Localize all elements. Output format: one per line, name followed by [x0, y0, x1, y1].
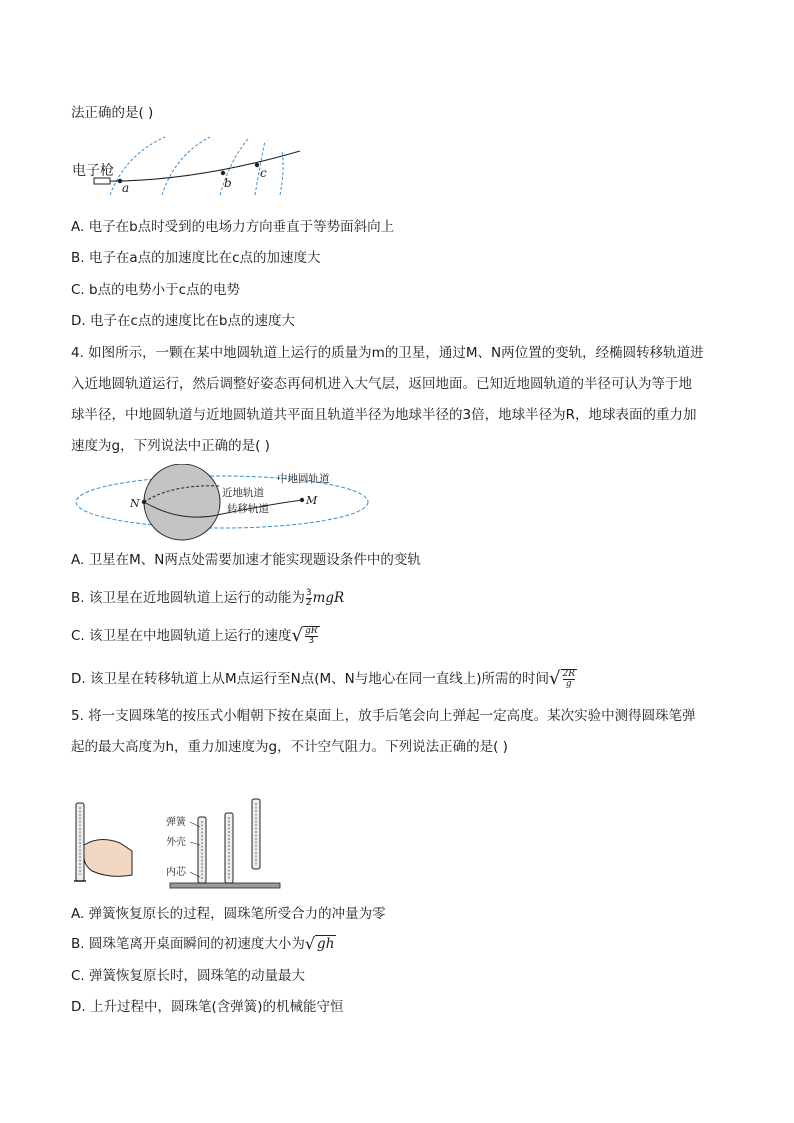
- q5-option-a: A. 弹簧恢复原长的过程，圆珠笔所受合力的冲量为零: [71, 906, 386, 922]
- q4-option-d-sqrt-fraction: $\frac{2R}{g}$: [562, 669, 576, 689]
- q4-option-d: D. 该卫星在转移轨道上从M点运行至N点(M、N与地心在同一直线上)所需的时间: [71, 671, 550, 687]
- q5-stem-line-2: 起的最大高度为h，重力加速度为g，不计空气阻力。下列说法正确的是( ): [71, 739, 508, 755]
- sqrt-icon: √: [304, 934, 316, 953]
- q4-option-b-row: [71, 588, 344, 608]
- q3-point-b-marker: [221, 171, 225, 175]
- q5-figure-pens: [70, 795, 290, 895]
- q4-option-a: A. 卫星在M、N两点处需要加速才能实现题设条件中的变轨: [71, 552, 421, 568]
- q4-option-b-fraction: $\frac{3}{2}$: [305, 587, 312, 608]
- q5-stem-line-1: 5. 将一支圆珠笔的按压式小帽朝下按在桌面上，放手后笔会向上弹起一定高度。某次实验中测得圆珠笔弹: [71, 708, 696, 724]
- q4-stem-line-1: 4. 如图所示，一颗在某中地圆轨道上运行的质量为m的卫星，通过M、N两位置的变轨，经椭圆转移轨道进: [71, 345, 704, 361]
- q4-option-d-row: [71, 669, 577, 689]
- q3-option-c: C. b点的电势小于c点的电势: [71, 282, 241, 298]
- q4-stem-line-2: 入近地圆轨道运行，然后调整好姿态再伺机进入大气层，返回地面。已知近地圆轨道的半径可认为等于地: [71, 376, 692, 392]
- q5-option-b-row: [71, 934, 336, 954]
- q3-label-a: a: [122, 181, 130, 195]
- q3-option-a: A. 电子在b点时受到的电场力方向垂直于等势面斜向上: [71, 219, 395, 235]
- q4-label-near-orbit: 近地轨道: [222, 487, 264, 499]
- q4-option-b: B. 该卫星在近地圆轨道上运行的动能为: [71, 590, 305, 606]
- q3-point-c-marker: [255, 163, 259, 167]
- q5-label-spring: 弹簧: [166, 817, 186, 828]
- q4-stem-line-4: 速度为g，下列说法中正确的是( ): [71, 438, 270, 454]
- q3-gun-label: 电子枪: [72, 163, 114, 179]
- q4-stem-line-3: 球半径，中地圆轨道与近地圆轨道共平面且轨道半径为地球半径的3倍，地球半径为R，地球表面的重力加: [71, 407, 697, 423]
- q4-figure-orbits: [72, 464, 372, 544]
- q4-label-mid-orbit: 中地圆轨道: [277, 473, 330, 485]
- q5-option-d: D. 上升过程中，圆珠笔(含弹簧)的机械能守恒: [71, 999, 344, 1015]
- q3-label-c: c: [260, 166, 267, 180]
- q4-option-c-row: [71, 626, 320, 646]
- q5-option-c: C. 弹簧恢复原长时，圆珠笔的动量最大: [71, 968, 306, 984]
- q4-option-c-sqrt-fraction: $\frac{gR}{3}$: [305, 626, 318, 646]
- q3-option-d: D. 电子在c点的速度比在b点的速度大: [71, 313, 295, 329]
- q4-label-m: M: [306, 494, 318, 507]
- q4-option-b-math: mgR: [312, 590, 345, 606]
- q5-label-core: 内芯: [166, 867, 186, 878]
- q5-option-b-sqrt: gh: [317, 936, 335, 952]
- q3-label-b: b: [224, 176, 232, 190]
- q3-option-b: B. 电子在a点的加速度比在c点的加速度大: [71, 250, 321, 266]
- q4-label-n: N: [130, 497, 140, 510]
- sqrt-icon: √: [291, 625, 303, 646]
- q4-label-transfer-orbit: 转移轨道: [227, 503, 269, 515]
- sqrt-icon: √: [549, 668, 561, 689]
- q4-option-c: C. 该卫星在中地圆轨道上运行的速度: [71, 628, 292, 644]
- q3-figure-equipotential: [70, 135, 310, 197]
- q5-label-shell: 外壳: [166, 837, 186, 848]
- q5-option-b: B. 圆珠笔离开桌面瞬间的初速度大小为: [71, 936, 305, 952]
- q3-stem-tail: 法正确的是( ): [71, 105, 154, 121]
